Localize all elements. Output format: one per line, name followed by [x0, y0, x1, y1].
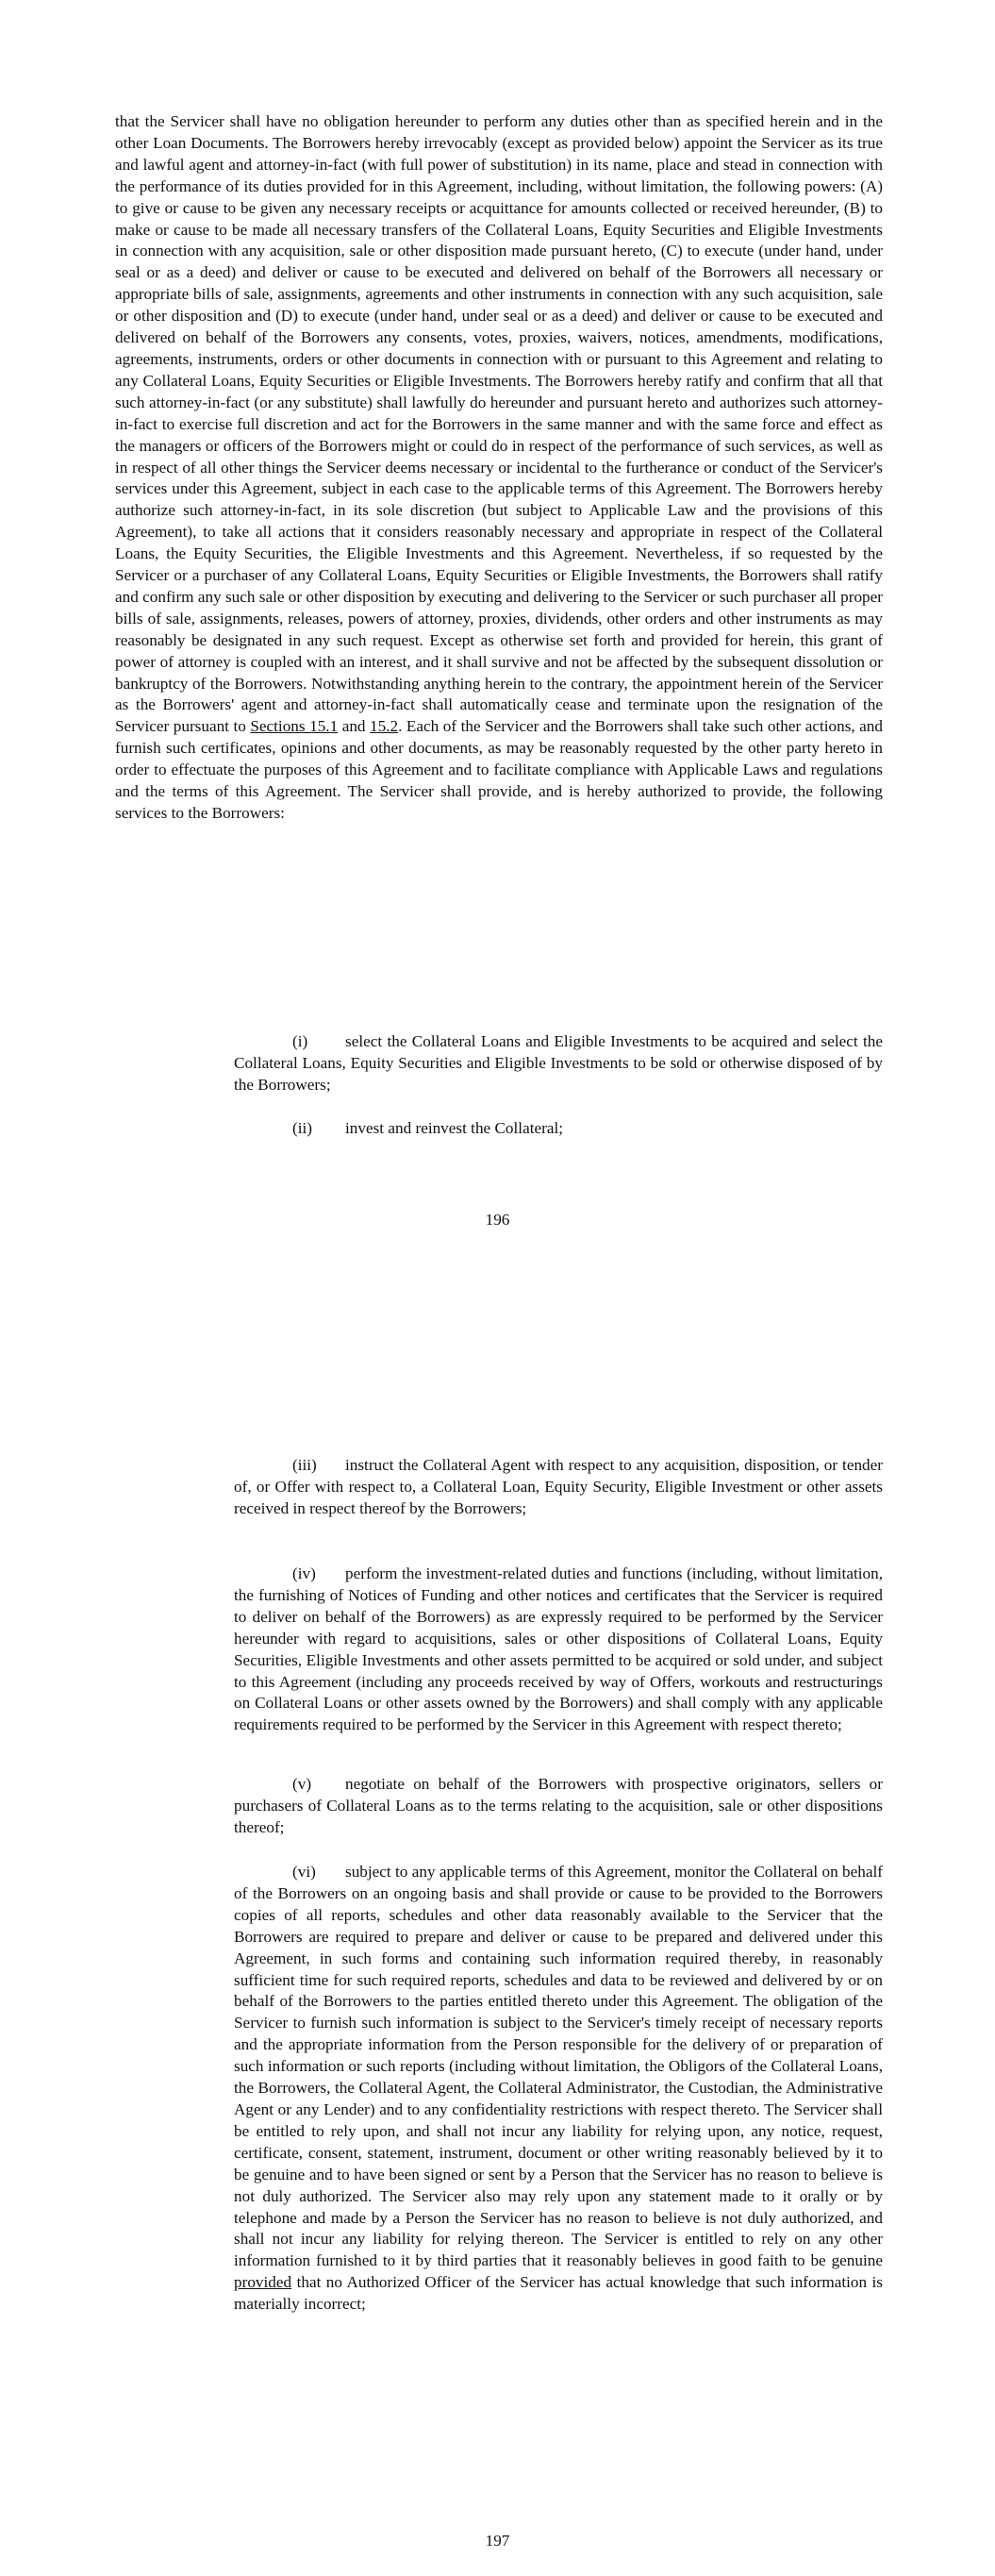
section-reference-15-1: Sections 15.1: [250, 717, 339, 736]
list-item-number: (iv): [292, 1564, 316, 1582]
list-item-text-part2: that no Authorized Officer of the Servicer has actual knowledge that such information is materially incorrect;: [234, 2273, 883, 2314]
intro-paragraph: [115, 111, 883, 825]
list-item-number: (ii): [292, 1119, 312, 1137]
list-item-number: (vi): [292, 1863, 316, 1881]
list-item-text: perform the investment-related duties and functions (including, without limitation, the furnishing of Notices of Funding and other notices and certificates that the Servicer is required to deliver on behalf of the Borrowers) as are expressly required to be performed by the Servicer hereunder with regard to acquisitions, sales or other dispositions of Collateral Loans, Equity Securities, Eligible Investments and other assets permitted to be acquired or sold under, and subject to this Agreement (including any proceeds received by way of Offers, workouts and restructurings on Collateral Loans or other assets owned by the Borrowers) and shall comply with any applicable requirements required to be performed by the Servicer in this Agreement with respect thereto;: [234, 1564, 883, 1734]
list-item-number: (iii): [292, 1456, 317, 1474]
list-item-i: [234, 1031, 883, 1096]
page-196: [0, 111, 995, 1296]
list-item-number: (i): [292, 1032, 308, 1050]
intro-text-part2: . Each of the Servicer and the Borrowers shall take such other actions, and furnish such certificates, opinions and other documents, as may be reasonably requested by the other party hereto in order to effectuate the purposes of this Agreement and to facilitate compliance with Applicable Laws and regulations and the terms of this Agreement. The Servicer shall provide, and is hereby authorized to provide, the following services to the Borrowers:: [115, 717, 883, 822]
list-item-text-part1: subject to any applicable terms of this Agreement, monitor the Collateral on behalf of the Borrowers on an ongoing basis and shall provide or cause to be provided to the Borrowers copies of all reports, schedules and other data reasonably available to the Servicer that the Borrowers are required to prepare and deliver or cause to be prepared and delivered under this Agreement, in such forms and containing such information required thereby, in reasonably sufficient time for such required reports, schedules and data to be reviewed and delivered by or on behalf of the Borrowers to the parties entitled thereto under this Agreement. The obligation of the Servicer to furnish such information is subject to the Servicer's timely receipt of necessary reports and the appropriate information from the Person responsible for the delivery of or preparation of such information or such reports (including without limitation, the Obligors of the Collateral Loans, the Borrowers, the Collateral Agent, the Collateral Administrator, the Custodian, the Administrative Agent or any Lender) and to any confidentiality restrictions with respect thereto. The Servicer shall be entitled to rely upon, and shall not incur any liability for relying upon, any notice, request, certificate, consent, statement, instrument, document or other writing reasonably believed by it to be genuine and to have been signed or sent by a Person that the Servicer has no reason to believe is not duly authorized. The Servicer also may rely upon any statement made to it orally or by telephone and made by a Person the Servicer has no reason to believe is not duly authorized, and shall not incur any liability for relying thereon. The Servicer is entitled to rely on any other information furnished to it by third parties that it reasonably believes in good faith to be genuine: [234, 1863, 883, 2270]
list-item-number: (v): [292, 1775, 312, 1793]
provided-term: provided: [234, 2273, 292, 2292]
list-item-text: invest and reinvest the Collateral;: [345, 1119, 564, 1137]
list-item-iii: [234, 1455, 883, 1520]
intro-text-part1: that the Servicer shall have no obligation hereunder to perform any duties other than as specified herein and in the other Loan Documents. The Borrowers hereby irrevocably (except as provided below) appoint the Servicer as its true and lawful agent and attorney-in-fact (with full power of substitution) in its name, place and stead in connection with the performance of its duties provided for in this Agreement, including, without limitation, the following powers: (A) to give or cause to be given any necessary receipts or acquittance for amounts collected or received hereunder, (B) to make or cause to be made all necessary transfers of the Collateral Loans, Equity Securities and Eligible Investments in connection with any acquisition, sale or other disposition made pursuant hereto, (C) to execute (under hand, under seal or as a deed) and deliver or cause to be executed and delivered on behalf of the Borrowers all necessary or appropriate bills of sale, assignments, agreements and other instruments in connection with any such acquisition, sale or other disposition and (D) to execute (under hand, under seal or as a deed) and deliver or cause to be executed and delivered on behalf of the Borrowers any consents, votes, proxies, waivers, notices, amendments, modifications, agreements, instruments, orders or other documents in connection with or pursuant to this Agreement and relating to any Collateral Loans, Equity Securities or Eligible Investments. The Borrowers hereby ratify and confirm that all that such attorney-in-fact (or any substitute) shall lawfully do hereunder and pursuant hereto and authorizes such attorney-in-fact to exercise full discretion and act for the Borrowers in the same manner and with the same force and effect as the managers or officers of the Borrowers might or could do in respect of the performance of such services, as well as in respect of all other things the Servicer deems necessary or incidental to the furtherance or conduct of the Servicer's services under this Agreement, subject in each case to the applicable terms of this Agreement. The Borrowers hereby authorize such attorney-in-fact, in its sole discretion (but subject to Applicable Law and the provisions of this Agreement), to take all actions that it considers reasonably necessary and appropriate in respect of the Collateral Loans, the Equity Securities, the Eligible Investments and this Agreement. Nevertheless, if so requested by the Servicer or a purchaser of any Collateral Loans, Equity Securities or Eligible Investments, the Borrowers shall ratify and confirm any such sale or other disposition by executing and delivering to the Servicer or such purchaser all proper bills of sale, assignments, releases, powers of attorney, proxies, dividends, other orders and other instruments as may reasonably be designated in any such request. Except as otherwise set forth and provided for herein, this grant of power of attorney is coupled with an interest, and it shall survive and not be affected by the subsequent dissolution or bankruptcy of the Borrowers. Notwithstanding anything herein to the contrary, the appointment herein of the Servicer as the Borrowers' agent and attorney-in-fact shall automatically cease and terminate upon the resignation of the Servicer pursuant to: [115, 112, 883, 736]
page-number: 196: [485, 1211, 510, 1229]
list-item-iv: [234, 1564, 883, 1736]
section-reference-15-2: 15.2: [370, 717, 399, 736]
list-item-v: [234, 1774, 883, 1839]
list-item-vi: [234, 1862, 883, 2316]
list-item-text: negotiate on behalf of the Borrowers with prospective originators, sellers or purchasers of Collateral Loans as to the terms relating to the acquisition, sale or other dispositions thereof;: [234, 1775, 883, 1836]
page-number: 197: [485, 2532, 510, 2550]
page-197: [0, 1444, 995, 2576]
conjunction-and: and: [338, 717, 371, 736]
list-item-text: select the Collateral Loans and Eligible Investments to be acquired and select the Collateral Loans, Equity Securities and Eligible Investments to be sold or otherwise disposed of by the Borrowers;: [234, 1032, 883, 1094]
list-item-text: instruct the Collateral Agent with respect to any acquisition, disposition, or tender of, or Offer with respect to, a Collateral Loan, Equity Security, Eligible Investment or other assets received in respect thereof by the Borrowers;: [234, 1456, 883, 1517]
list-item-ii: [234, 1118, 883, 1140]
